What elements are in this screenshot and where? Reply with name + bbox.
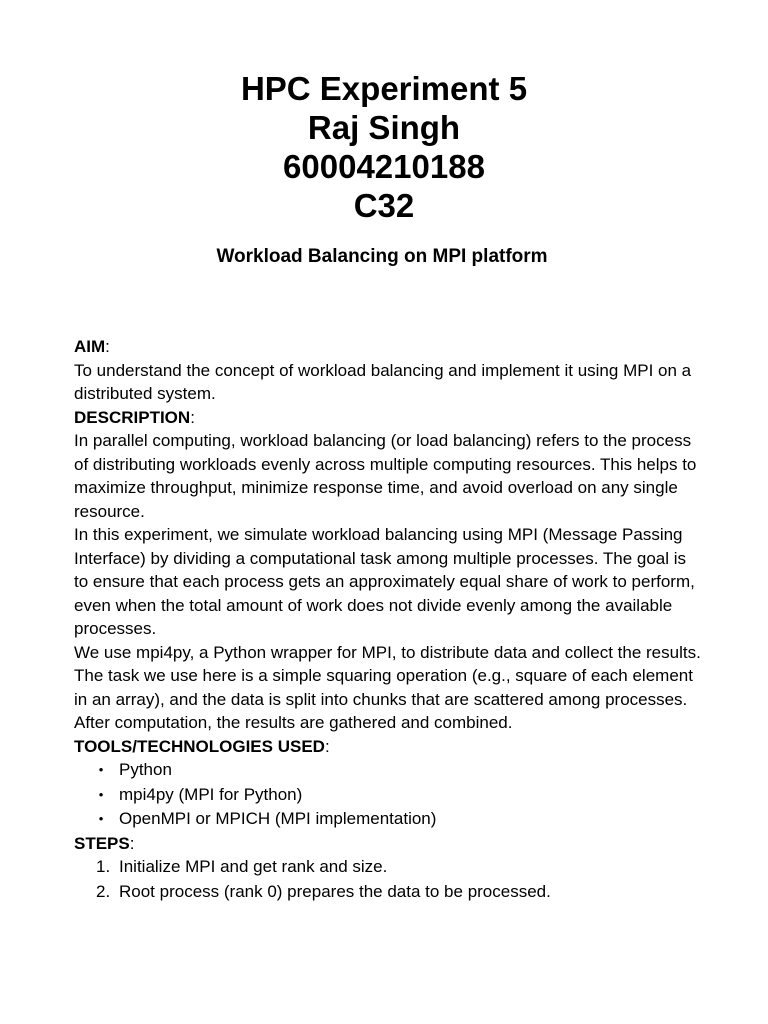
title-student-id: 60004210188 (283, 148, 485, 185)
title-student-name: Raj Singh (307, 109, 461, 146)
step-number: 2. (96, 881, 111, 901)
description-heading-label: DESCRIPTION (74, 407, 191, 427)
steps-heading-label: STEPS (74, 833, 130, 853)
aim-heading (74, 335, 704, 359)
step-number: 1. (96, 857, 111, 876)
steps-list (74, 855, 704, 904)
title-block (0, 69, 768, 225)
bullet-icon: • (98, 762, 104, 777)
description-heading (74, 406, 704, 430)
tool-python: Python (119, 760, 172, 779)
aim-heading-label: AIM (74, 337, 106, 356)
document-body (74, 335, 704, 904)
step-text: Root process (rank 0) prepares the data to be processed. (119, 881, 551, 901)
tools-heading (74, 735, 704, 759)
title-batch: C32 (353, 187, 415, 224)
tools-heading-colon: : (324, 736, 330, 756)
aim-heading-colon: : (105, 337, 110, 356)
list-item (74, 807, 704, 832)
description-paragraph-3: We use mpi4py, a Python wrapper for MPI, to distribute data and collect the results. The task we use here is a simple squaring operation (e.g., square of each element in an array), and the data is split into chunks that are scattered among processes. After computation, the results are gathered and combined. (74, 642, 701, 732)
list-item (74, 855, 704, 880)
list-item (74, 880, 704, 905)
title-experiment: HPC Experiment 5 (240, 70, 528, 107)
tool-mpi-implementation: OpenMPI or MPICH (MPI implementation) (119, 809, 437, 828)
document-subtitle: Workload Balancing on MPI platform (216, 246, 548, 267)
tools-list (74, 758, 704, 832)
list-item (74, 783, 704, 808)
bullet-icon: • (98, 811, 104, 826)
list-item (74, 758, 704, 783)
tool-mpi4py: mpi4py (MPI for Python) (119, 784, 303, 804)
aim-text: To understand the concept of workload balancing and implement it using MPI on a distributed system. (74, 360, 692, 403)
step-text: Initialize MPI and get rank and size. (119, 857, 388, 876)
description-paragraph-2: In this experiment, we simulate workload balancing using MPI (Message Passing Interface) by dividing a computational task among multiple processes. The goal is to ensure that each process gets an approximately equal share of work to perform, even when the total amount of work does not divide evenly among the available processes. (74, 525, 695, 638)
steps-heading (74, 832, 704, 856)
tools-heading-label: TOOLS/TECHNOLOGIES USED (74, 736, 325, 756)
steps-heading-colon: : (129, 833, 135, 853)
description-paragraph-1: In parallel computing, workload balancing (or load balancing) refers to the process of distributing workloads evenly across multiple computing resources. This helps to maximize throughput, minimize response time, and avoid overload on any single resource. (74, 431, 697, 521)
description-heading-colon: : (190, 407, 195, 427)
bullet-icon: • (98, 786, 104, 802)
